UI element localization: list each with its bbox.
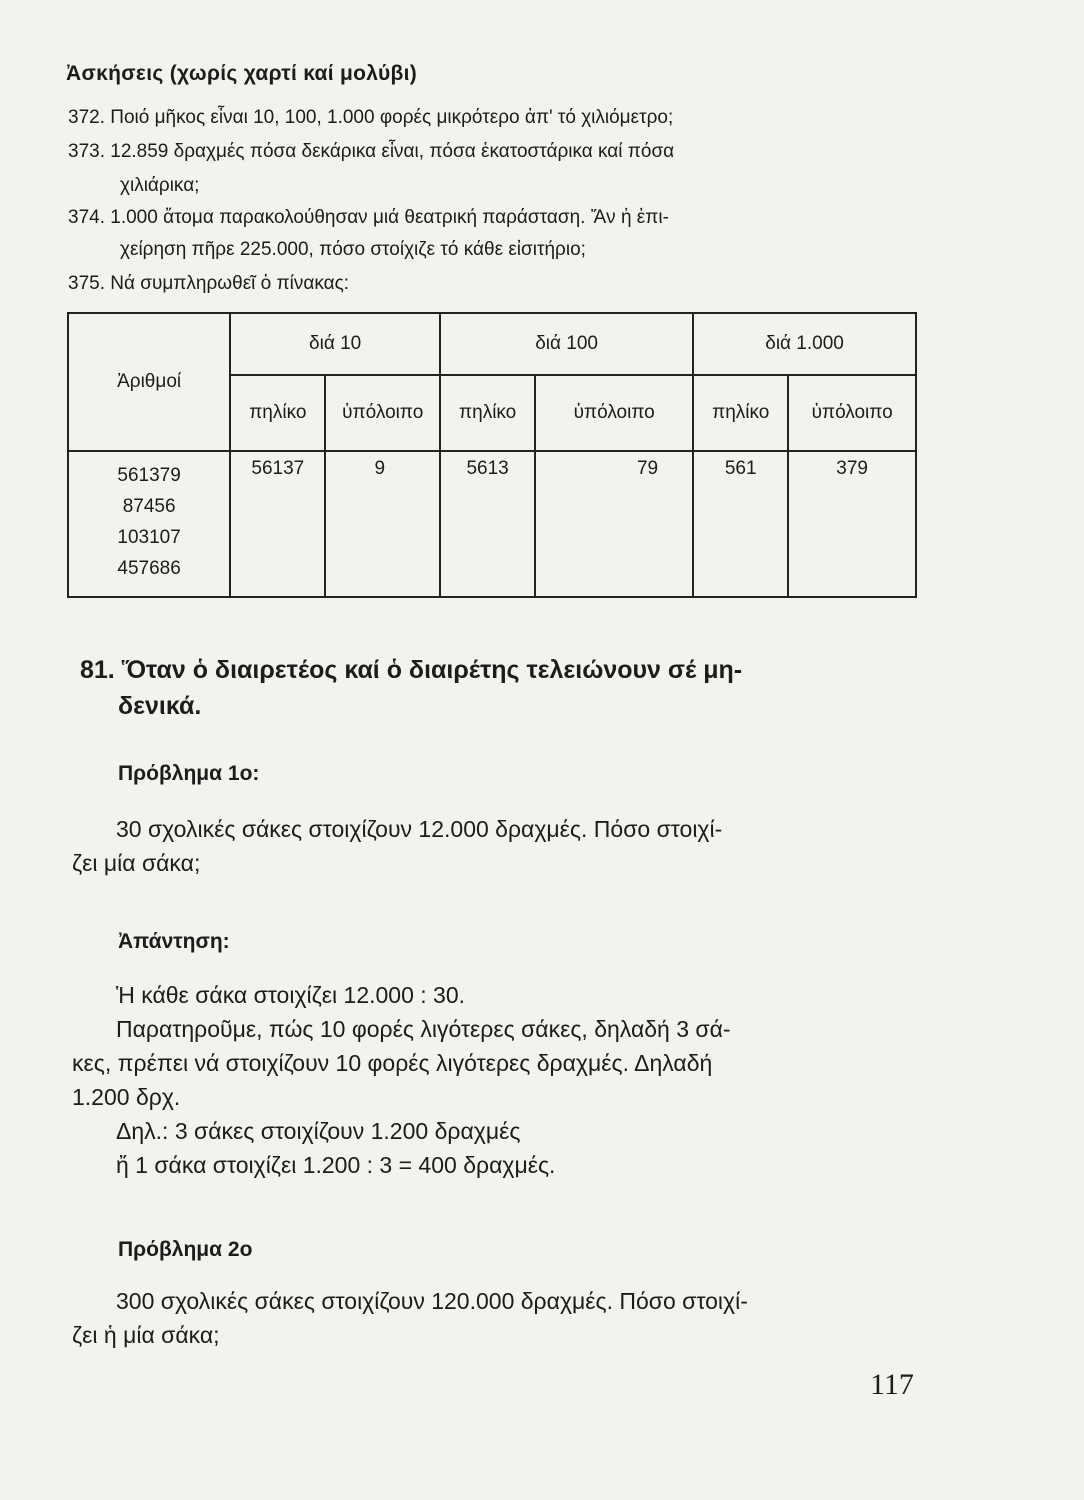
exercise-372: 372. Ποιό μῆκος εἶναι 10, 100, 1.000 φορές μικρότερο ἀπ' τό χιλιόμετρο; [68,107,674,128]
table-cell: 56137 [230,451,325,597]
answer-text: Ἡ κάθε σάκα στοιχίζει 12.000 : 30. Παρατηροῦμε, πώς 10 φορές λιγότερες σάκες, δηλαδή 3 σά- κες, πρέπει νά στοιχίζουν 10 φορές λιγότερες δραχμές. Δηλαδή 1.200 δρχ. Δηλ.: 3 σάκες στοιχίζουν 1.200 δραχμές ἤ 1 σάκα στοιχίζει 1.200 : 3 = 400 δραχμές. [72,982,731,1178]
table-cell: 9 [325,451,440,597]
problem-1-title: Πρόβλημα 1ο: [118,762,260,785]
numbers-header: Ἀριθμοί [68,313,230,451]
remainder-header: ὑπόλοιπο [788,375,916,451]
page-number: 117 [870,1368,914,1401]
number-item: 87456 [122,496,176,517]
table-cell: 79 [535,451,693,597]
number-item: 103107 [117,527,181,548]
remainder-header: ὑπόλοιπο [535,375,693,451]
table-cell: 561 [693,451,788,597]
table-cell: 5613 [440,451,535,597]
answer-title: Ἀπάντηση: [118,930,230,953]
problem-2-statement: 300 σχολικές σάκες στοιχίζουν 120.000 δραχμές. Πόσο στοιχί- ζει ἡ μία σάκα; [72,1288,748,1348]
exercise-375: 375. Νά συμπληρωθεῖ ὁ πίνακας: [68,273,350,294]
division-table [67,312,917,598]
numbers-cell [68,451,230,597]
quotient-header: πηλίκο [230,375,325,451]
group-header: διά 100 [440,313,693,375]
number-item: 561379 [117,465,181,486]
problem-2-title: Πρόβλημα 2ο [118,1238,253,1261]
number-item: 457686 [117,558,181,579]
exercises-heading: Ἀσκήσεις (χωρίς χαρτί καί μολύβι) [66,62,418,85]
remainder-header: ὑπόλοιπο [325,375,440,451]
exercise-373: 373. 12.859 δραχμές πόσα δεκάρικα εἶναι, πόσα ἑκατοστάρικα καί πόσα χιλιάρικα; [68,141,675,196]
quotient-header: πηλίκο [693,375,788,451]
exercise-374: 374. 1.000 ἄτομα παρακολούθησαν μιά θεατρική παράσταση. Ἄν ἡ ἐπι- χείρηση πῆρε 225.000, πόσο στοίχιζε τό κάθε εἰσιτήριο; [68,207,669,260]
table-cell: 379 [788,451,916,597]
group-header: διά 1.000 [693,313,916,375]
problem-1-statement: 30 σχολικές σάκες στοιχίζουν 12.000 δραχμές. Πόσο στοιχί- ζει μία σάκα; [72,816,723,876]
group-header: διά 10 [230,313,440,375]
quotient-header: πηλίκο [440,375,535,451]
section-heading: 81. Ὅταν ὁ διαιρετέος καί ὁ διαιρέτης τελειώνουν σέ μη- δενικά. [80,656,743,720]
